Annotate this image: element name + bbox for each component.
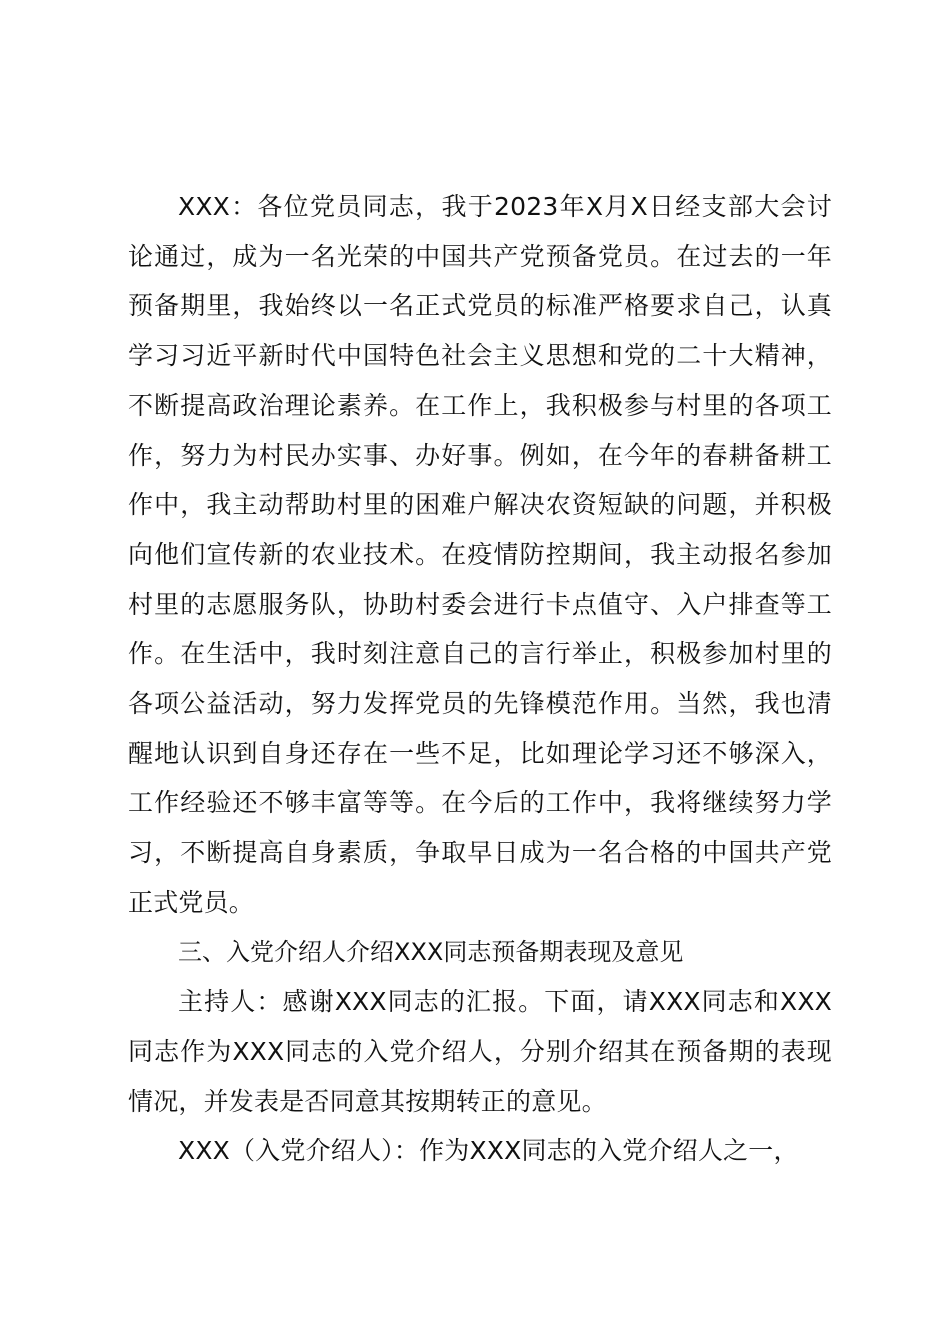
host-remark-paragraph: 主持人：感谢XXX同志的汇报。下面，请XXX同志和XXX同志作为XXX同志的入党介绍人，分别介绍其在预备期的表现情况，并发表是否同意其按期转正的意见。	[128, 987, 832, 1116]
introducer-remark-paragraph: XXX（入党介绍人）：作为XXX同志的入党介绍人之一，	[178, 1136, 799, 1166]
document-body	[128, 182, 832, 1176]
member-statement-paragraph: XXX：各位党员同志，我于2023年X月X日经支部大会讨论通过，成为一名光荣的中国共产党预备党员。在过去的一年预备期里，我始终以一名正式党员的标准严格要求自己，认真学习习近平新时代中国特色社会主义思想和党的二十大精神，不断提高政治理论素养。在工作上，我积极参与村里的各项工作，努力为村民办实事、办好事。例如，在今年的春耕备耕工作中，我主动帮助村里的困难户解决农资短缺的问题，并积极向他们宣传新的农业技术。在疫情防控期间，我主动报名参加村里的志愿服务队，协助村委会进行卡点值守、入户排查等工作。在生活中，我时刻注意自己的言行举止，积极参加村里的各项公益活动，努力发挥党员的先锋模范作用。当然，我也清醒地认识到自身还存在一些不足，比如理论学习还不够深入，工作经验还不够丰富等等。在今后的工作中，我将继续努力学习，不断提高自身素质，争取早日成为一名合格的中国共产党正式党员。	[128, 192, 832, 917]
section-heading: 三、入党介绍人介绍XXX同志预备期表现及意见	[178, 937, 684, 966]
